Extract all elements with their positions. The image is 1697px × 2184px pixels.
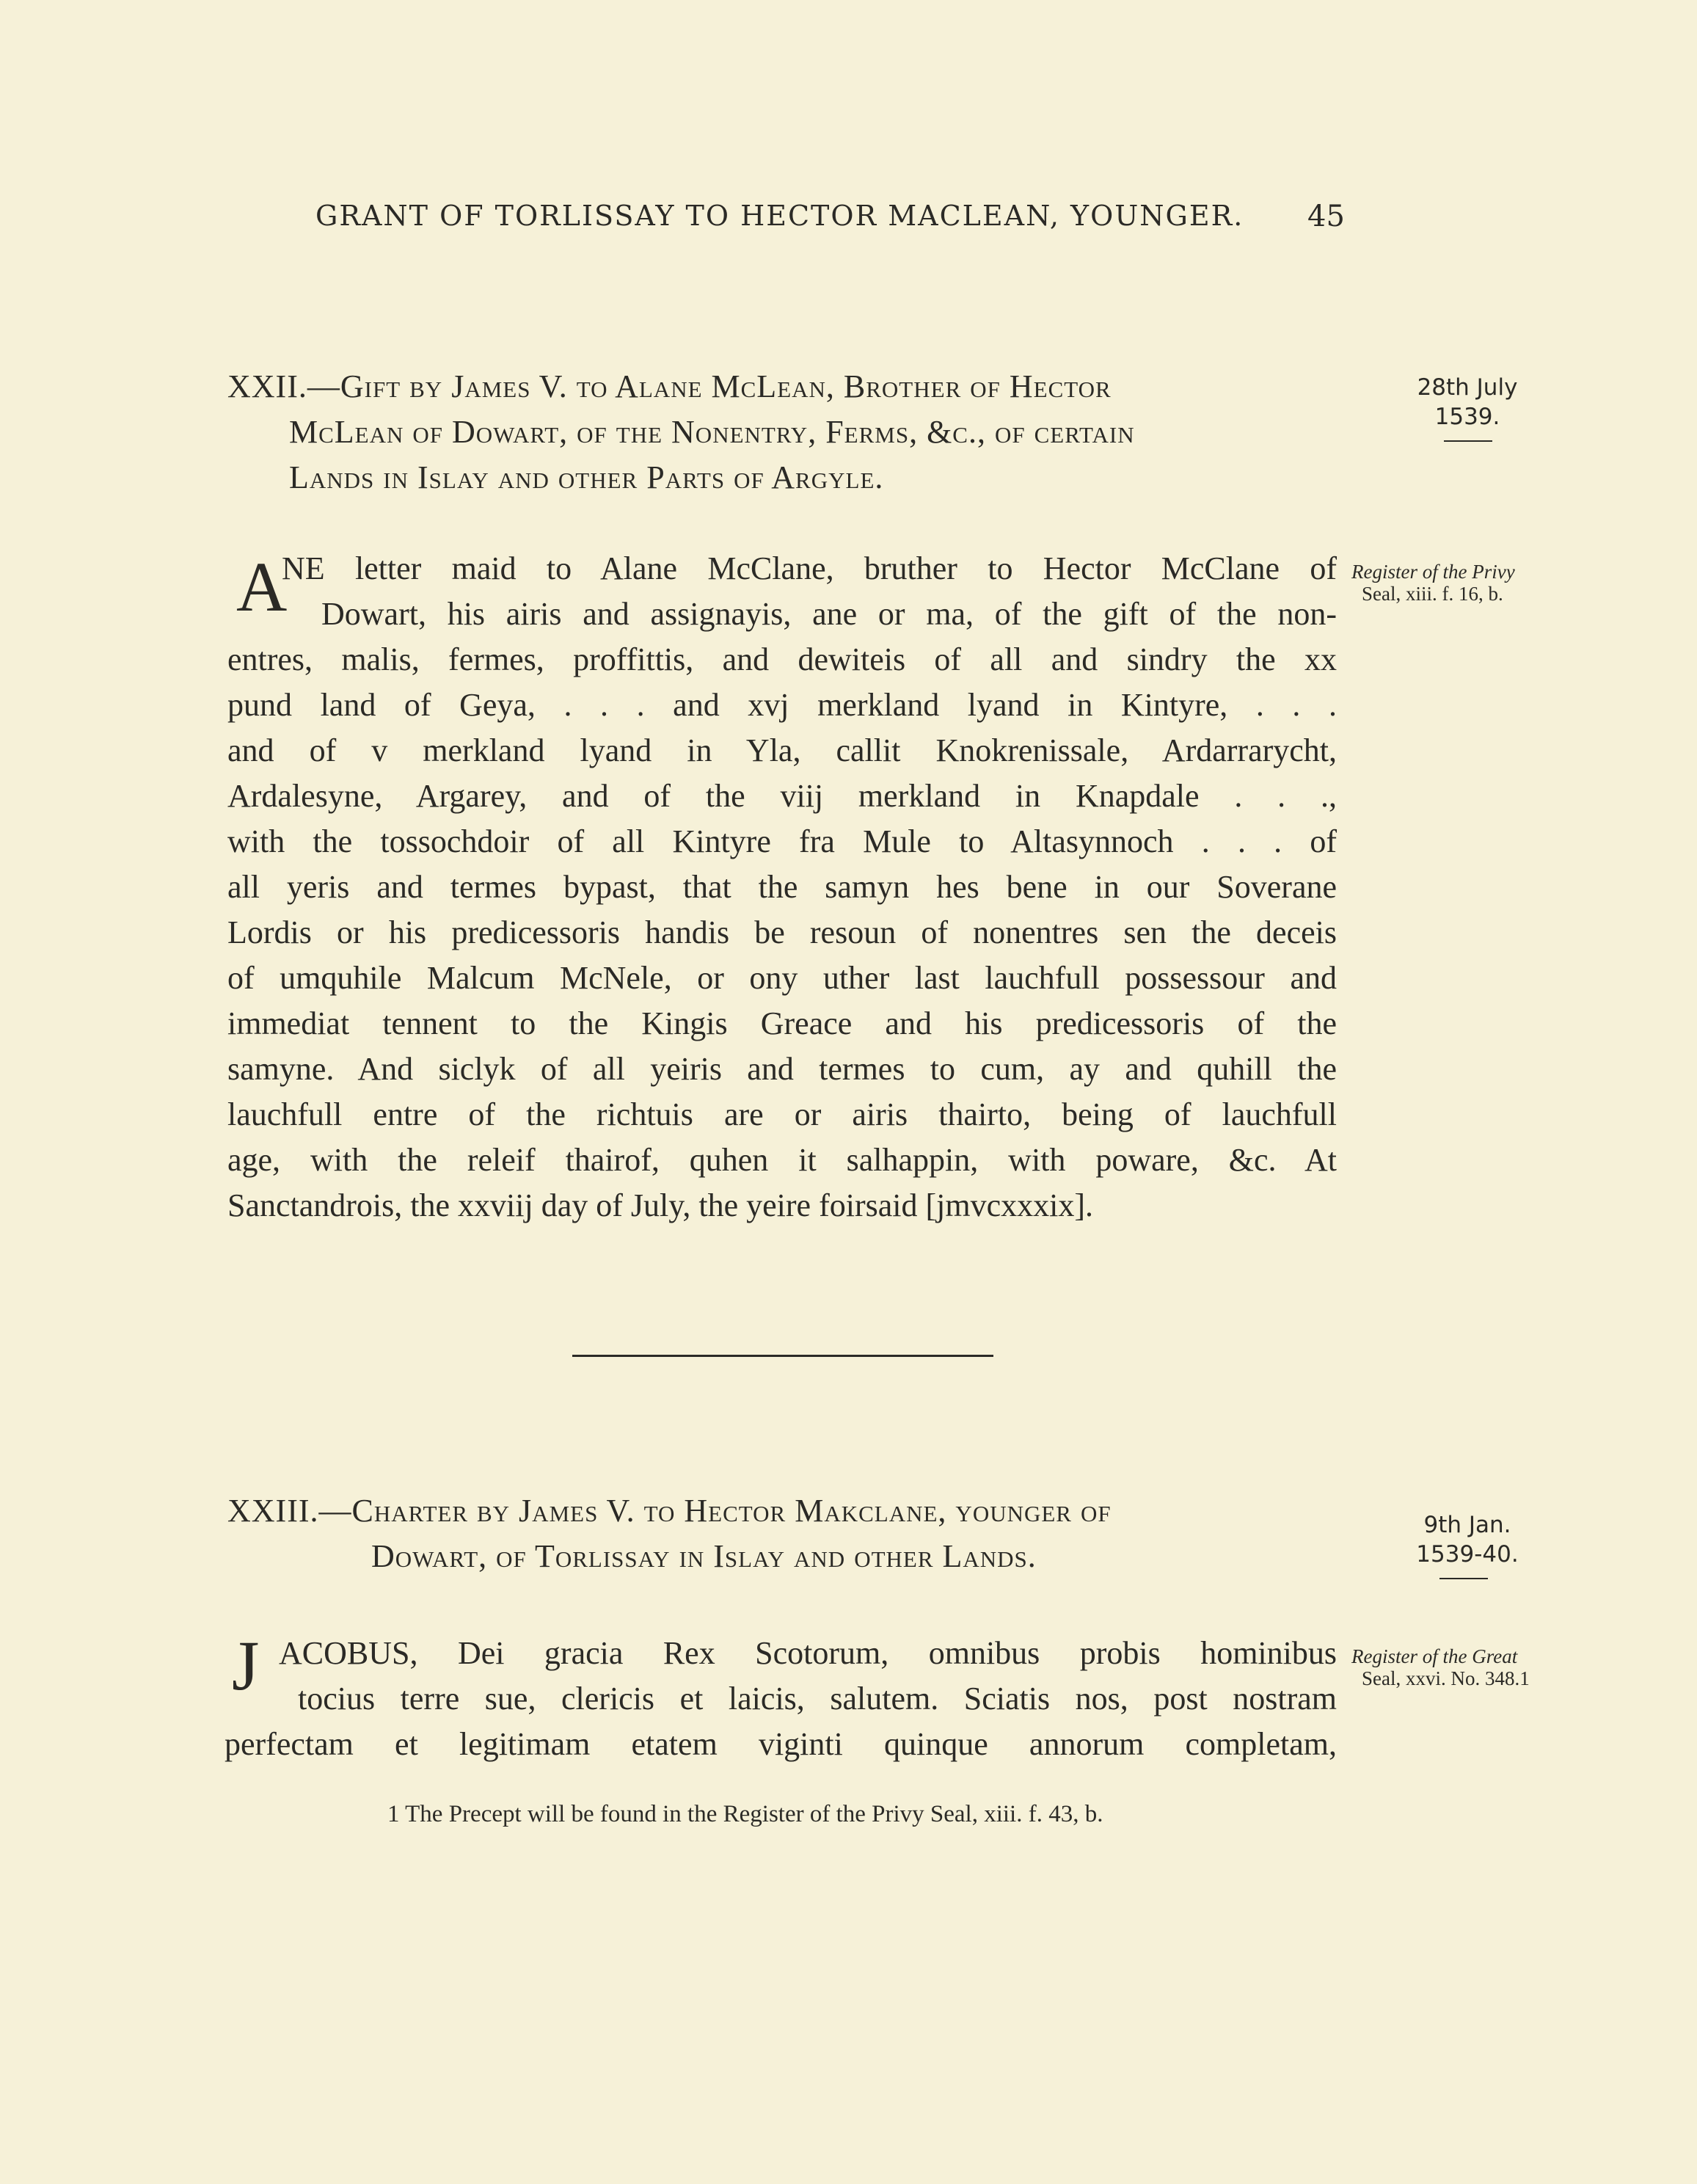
margin-ref-line: Register of the Great	[1351, 1645, 1518, 1667]
body-line: immediat tennent to the Kingis Greace and his predicessoris of the	[227, 1005, 1337, 1041]
body-line: perfectam et legitimam etatem viginti quinque annorum completam,	[225, 1726, 1337, 1762]
body-line: and of v merkland lyand in Yla, callit Knokrenissale, Ardarrarycht,	[227, 732, 1337, 768]
page-number: 45	[1307, 200, 1345, 233]
section-22-date	[1394, 373, 1541, 432]
section-23-date	[1394, 1510, 1541, 1569]
section-separator	[572, 1355, 993, 1357]
date-line: 28th July	[1417, 374, 1518, 401]
date-rule	[1439, 1578, 1488, 1579]
body-line: age, with the releif thairof, quhen it salhappin, with poware, &c. At	[227, 1142, 1337, 1178]
running-header: GRANT OF TORLISSAY TO HECTOR MACLEAN, YOUNGER.	[315, 200, 1244, 232]
body-line: Dowart, his airis and assignayis, ane or ma, of the gift of the non-	[321, 596, 1337, 632]
drop-cap-a: A	[236, 547, 288, 626]
body-line: Lordis or his predicessoris handis be resoun of nonentres sen the deceis	[227, 914, 1337, 950]
date-line: 1539.	[1434, 404, 1500, 430]
body-line: NE letter maid to Alane McClane, bruther to Hector McClane of	[282, 550, 1337, 586]
margin-ref-line: Seal, xiii. f. 16, b.	[1362, 583, 1503, 605]
date-rule	[1444, 440, 1492, 442]
section-23-title-line: XXIII.—Charter by James V. to Hector Makclane, younger of	[227, 1493, 1112, 1529]
body-line: samyne. And siclyk of all yeiris and termes to cum, ay and quhill the	[227, 1051, 1337, 1087]
margin-ref-line: Seal, xxvi. No. 348.1	[1362, 1667, 1530, 1689]
body-line: with the tossochdoir of all Kintyre fra Mule to Altasynnoch . . . of	[227, 823, 1337, 859]
body-line: tocius terre sue, clericis et laicis, salutem. Sciatis nos, post nostram	[298, 1681, 1337, 1717]
margin-ref-line: Register of the Privy	[1351, 561, 1515, 583]
body-line: pund land of Geya, . . . and xvj merkland lyand in Kintyre, . . .	[227, 687, 1337, 723]
section-22-title-line: Lands in Islay and other Parts of Argyle.	[289, 459, 884, 495]
body-line: Sanctandrois, the xxviij day of July, the yeire foirsaid [jmvcxxxix].	[227, 1187, 1093, 1223]
section-22-title	[227, 364, 1343, 500]
section-23-title-line: Dowart, of Torlissay in Islay and other Lands.	[371, 1538, 1037, 1574]
section-23-title	[227, 1488, 1343, 1579]
body-line: all yeris and termes bypast, that the samyn hes bene in our Soverane	[227, 869, 1337, 905]
date-line: 9th Jan.	[1423, 1512, 1511, 1538]
body-line: ACOBUS, Dei gracia Rex Scotorum, omnibus probis hominibus	[279, 1635, 1337, 1671]
drop-cap-j: J	[232, 1626, 260, 1705]
section-22-title-line: XXII.—Gift by James V. to Alane McLean, Brother of Hector	[227, 368, 1112, 404]
section-22-margin-ref	[1351, 561, 1515, 605]
body-line: lauchfull entre of the richtuis are or airis thairto, being of lauchfull	[227, 1096, 1337, 1132]
body-line: Ardalesyne, Argarey, and of the viij merkland in Knapdale . . .,	[227, 778, 1337, 814]
body-line: entres, malis, fermes, proffittis, and dewiteis of all and sindry the xx	[227, 641, 1337, 677]
body-line: of umquhile Malcum McNele, or ony uther last lauchfull possessour and	[227, 960, 1337, 996]
footnote: 1 The Precept will be found in the Register of the Privy Seal, xiii. f. 43, b.	[387, 1801, 1103, 1827]
section-22-title-line: McLean of Dowart, of the Nonentry, Ferms, &c., of certain	[289, 414, 1135, 450]
date-line: 1539-40.	[1416, 1541, 1519, 1568]
section-23-margin-ref	[1351, 1645, 1530, 1689]
